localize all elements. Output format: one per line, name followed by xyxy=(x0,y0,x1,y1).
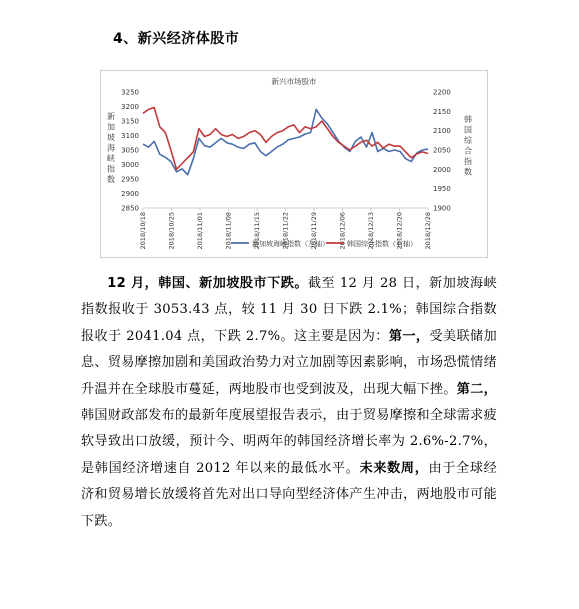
x-axis-tick-label: 2018/11/08 xyxy=(224,212,233,250)
left-axis-tick-label: 3200 xyxy=(121,103,139,111)
x-axis-tick-label: 2018/12/28 xyxy=(424,212,432,250)
x-axis-tick-label: 2018/12/13 xyxy=(367,212,375,250)
series-line-singapore xyxy=(143,109,428,174)
line-chart xyxy=(101,71,487,257)
axis-label-char: 指 xyxy=(107,164,115,174)
axis-label-char: 数 xyxy=(464,167,472,177)
chart-container xyxy=(100,70,488,258)
paragraph-text-2: 受美联储加息、贸易摩擦加剧和美国政治势力对立加剧等因素影响，市场恐慌情绪升温并在全球股市蔓延，两地股市也受到波及，出现大幅下挫。 xyxy=(81,328,497,397)
right-axis-tick-label: 1900 xyxy=(433,204,451,213)
outlook-label: 未来数周， xyxy=(359,460,429,476)
lead-sentence: 12 月，韩国、新加坡股市下跌。 xyxy=(107,276,308,291)
right-axis-tick-label: 2000 xyxy=(433,165,451,174)
axis-label-char: 韩 xyxy=(464,115,472,124)
axis-label-char: 加 xyxy=(107,122,115,132)
right-axis-tick-label: 2200 xyxy=(433,88,451,97)
axis-label-char: 综 xyxy=(464,136,472,145)
left-axis-tick-label: 2850 xyxy=(121,204,139,213)
axis-label-char: 数 xyxy=(107,175,115,184)
axis-label-char: 新 xyxy=(107,112,115,121)
right-axis-tick-label: 2050 xyxy=(433,146,451,155)
paragraph-text-3: 韩国财政部发布的最新年度展望报告表示，由于贸易摩擦和全球需求疲软导致出口放缓，预计今、明两年的韩国经济增长率为 2.6%-2.7%，是韩国经济增速自 2012 年以来的最低水平。 xyxy=(81,408,497,476)
paragraph-text-1: 截至 12 月 28 日，新加坡海峡指数报收于 3053.43 点，较 11 月 30 日下跌 2.1%；韩国综合指数报收于 2041.04 点，下跌 2.7%。这主要是因为： xyxy=(81,276,497,344)
x-axis-tick-label: 2018/12/20 xyxy=(395,212,404,250)
paragraph-text-4: 由于全球经济和贸易增长放缓将首先对出口导向型经济体产生冲击，两地股市可能下跌。 xyxy=(81,460,498,529)
x-axis-tick-label: 2018/12/06 xyxy=(338,212,347,250)
axis-label-char: 峡 xyxy=(107,154,115,163)
x-axis-tick-label: 2018/10/25 xyxy=(167,212,176,250)
axis-label-char: 坡 xyxy=(107,133,115,142)
legend-label: 新加坡海峡指数（左轴） xyxy=(252,240,329,248)
left-axis-tick-label: 3000 xyxy=(121,161,139,169)
left-axis-tick-label: 3050 xyxy=(121,146,139,155)
right-axis-tick-label: 2100 xyxy=(433,127,451,136)
right-axis-tick-label: 2150 xyxy=(433,107,451,116)
right-axis-label xyxy=(464,114,473,177)
left-axis-tick-label: 3250 xyxy=(121,88,139,97)
x-axis-tick-label: 2018/11/29 xyxy=(310,212,318,250)
left-axis-tick-label: 2900 xyxy=(121,190,139,198)
x-axis-tick-label: 2018/10/18 xyxy=(139,212,147,250)
axis-label-char: 国 xyxy=(464,125,472,135)
series-line-korea xyxy=(143,108,428,170)
x-axis-tick-label: 2018/11/22 xyxy=(281,212,290,250)
reason-second-label: 第二， xyxy=(456,381,497,397)
right-axis-tick-label: 1950 xyxy=(433,185,451,194)
axis-label-char: 合 xyxy=(464,146,472,156)
left-axis-tick-label: 2950 xyxy=(121,175,139,184)
analysis-paragraph xyxy=(81,271,497,535)
x-axis-tick-label: 2018/11/15 xyxy=(253,212,261,250)
left-axis-tick-label: 3150 xyxy=(121,117,139,126)
chart-title: 新兴市场股市 xyxy=(271,77,317,86)
axis-label-char: 指 xyxy=(464,157,472,166)
x-axis-tick-label: 2018/11/01 xyxy=(196,212,204,250)
left-axis-tick-label: 3100 xyxy=(121,132,139,140)
reason-first-label: 第一， xyxy=(388,328,430,344)
left-axis-label xyxy=(107,111,115,184)
axis-label-char: 海 xyxy=(107,143,115,153)
legend-label: 韩国综合指数（右轴） xyxy=(347,240,417,248)
section-heading: 4、新兴经济体股市 xyxy=(113,31,240,47)
